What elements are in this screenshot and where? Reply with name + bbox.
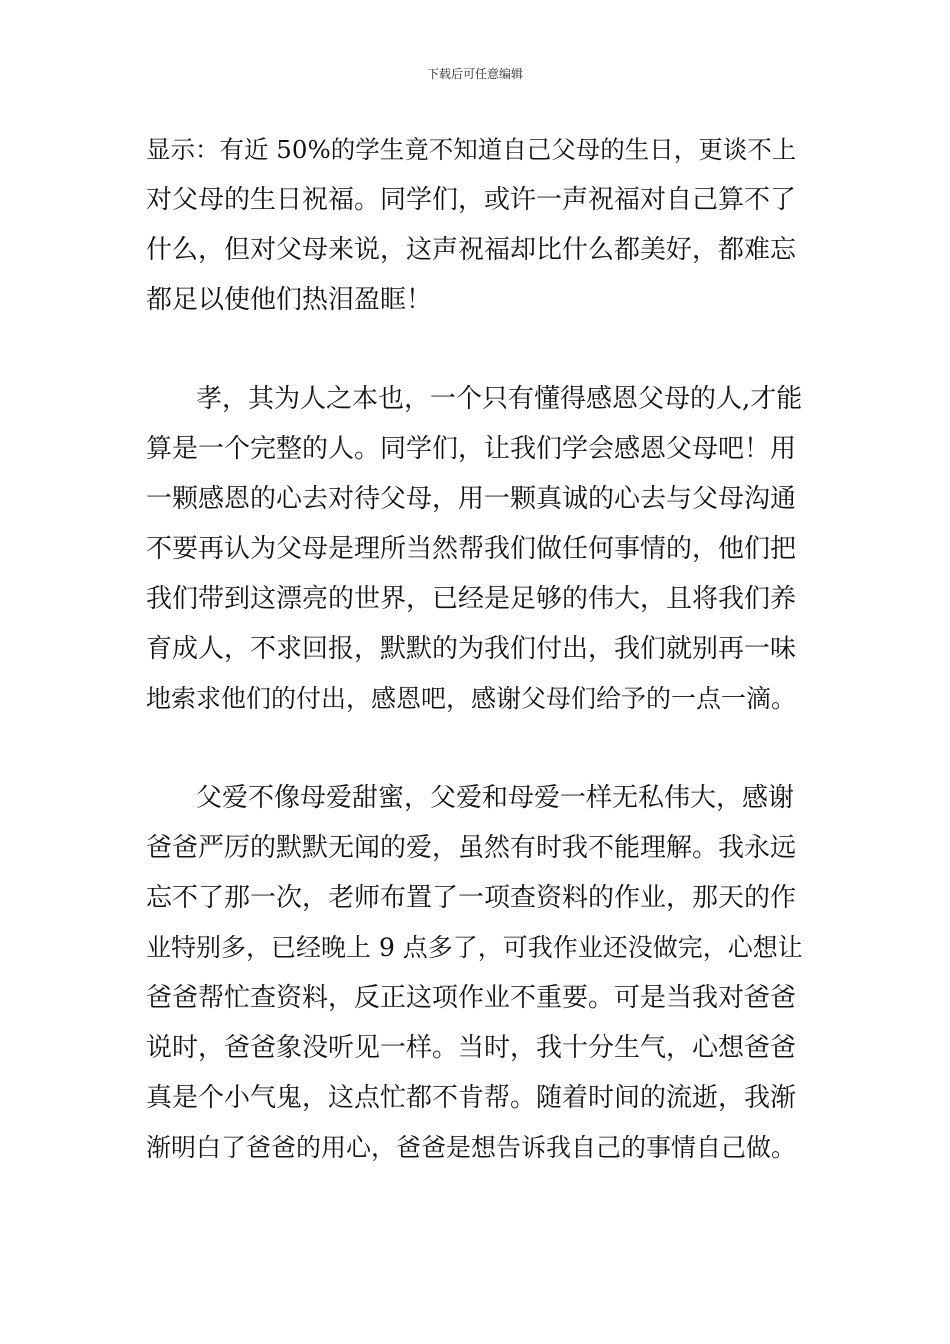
paragraph-line: 育成人，不求回报，默默的为我们付出，我们就别再一味 xyxy=(146,634,797,664)
paragraph-line: 业特别多，已经晚上 9 点多了，可我作业还没做完，心想让 xyxy=(146,933,803,962)
paragraph-line: 我们带到这漂亮的世界，已经是足够的伟大，且将我们养 xyxy=(146,584,797,614)
paragraph-line: 父爱不像母爱甜蜜，父爱和母爱一样无私伟大，感谢 xyxy=(196,783,795,813)
paragraph-line: 什么，但对父母来说，这声祝福却比什么都美好，都难忘 xyxy=(146,235,797,265)
paragraph-line: 爸爸帮忙查资料，反正这项作业不重要。可是当我对爸爸 xyxy=(146,983,797,1013)
paragraph-line: 爸爸严厉的默默无闻的爱，虽然有时我不能理解。我永远 xyxy=(146,833,797,863)
paragraph-line: 一颗感恩的心去对待父母，用一颗真诚的心去与父母沟通 xyxy=(146,484,797,514)
paragraph-line: 忘不了那一次，老师布置了一项查资料的作业，那天的作 xyxy=(146,883,797,913)
paragraph-line: 渐明白了爸爸的用心，爸爸是想告诉我自己的事情自己做。 xyxy=(146,1133,797,1162)
paragraph-line: 不要再认为父母是理所当然帮我们做任何事情的，他们把 xyxy=(146,534,797,564)
paragraph-line: 真是个小气鬼，这点忙都不肯帮。随着时间的流逝，我渐 xyxy=(146,1083,797,1113)
paragraph-line: 都足以使他们热泪盈眶！ xyxy=(146,285,433,315)
paragraph-line: 说时，爸爸象没听见一样。当时，我十分生气，心想爸爸 xyxy=(146,1033,797,1063)
paragraph-line: 显示：有近 50%的学生竟不知道自己父母的生日，更谈不上 xyxy=(146,135,797,164)
page-header: 下载后可任意编辑 xyxy=(426,67,523,81)
paragraph-line: 算是一个完整的人。同学们，让我们学会感恩父母吧！用 xyxy=(146,434,797,464)
paragraph-line: 地索求他们的付出，感恩吧，感谢父母们给予的一点一滴。 xyxy=(146,684,797,713)
paragraph-line: 对父母的生日祝福。同学们，或许一声祝福对自己算不了 xyxy=(146,185,797,215)
paragraph-line: 孝，其为人之本也，一个只有懂得感恩父母的人,才能 xyxy=(196,384,803,414)
